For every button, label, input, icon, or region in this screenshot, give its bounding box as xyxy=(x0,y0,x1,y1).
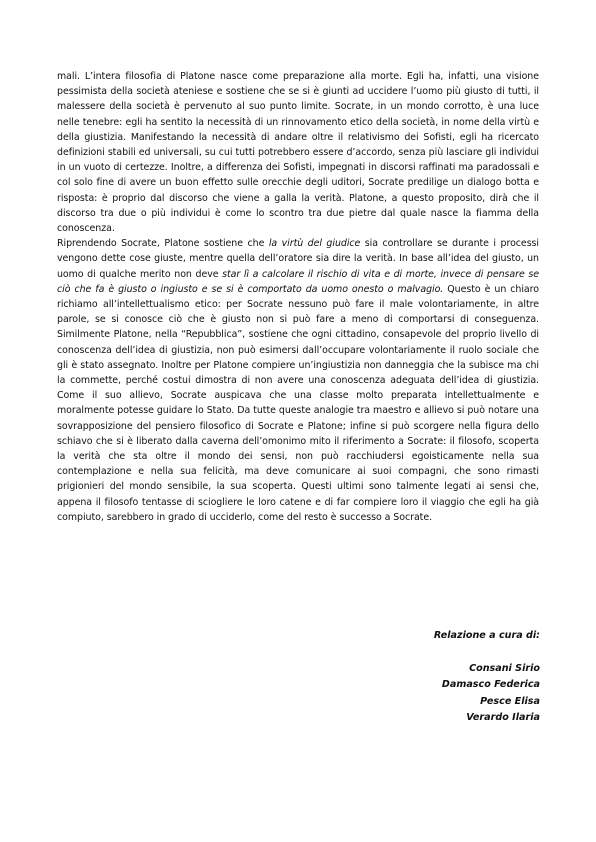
signature-heading: Relazione a cura di: xyxy=(433,630,540,641)
paragraph-2-italic-1: la virtù del giudice xyxy=(268,238,361,250)
author-name: Consani Sirio xyxy=(469,662,540,674)
paragraph-2-italic-2: star lì a calcolare il rischio di vita e di morte, invece di pensare se ciò che fa è giusto o ingiusto e se si è comportato da uomo onesto o malvagio. xyxy=(57,268,540,295)
paragraph-2-text-a: Riprendendo Socrate, Platone sostiene che xyxy=(57,238,269,250)
author-name: Pesce Elisa xyxy=(480,695,540,707)
paragraph-2-text-c: Questo è un chiaro richiamo all’intellettualismo etico: per Socrate nessuno può fare il male volontariamente, in altre parole, se si conosce ciò che è giusto non si può fare a meno di comportarsi di conseguenza. Similmente Platone, nella “Repubblica”, sostiene che ogni cittadino, consapevole del proprio livello di conoscenza dell’idea di giustizia, non può esimersi dall’occupare volontariamente il ruolo sociale che gli è stato assegnato. Inoltre per Platone compiere un’ingiustizia non danneggia che la subisce ma chi la commette, perché costui dimostra di non avere una conoscenza adeguata dell’idea di giustizia. Come il suo allievo, Socrate auspicava che una classe molto preparata intellettualmente e moralmente potesse guidare lo Stato. Da tutte queste analogie tra maestro e allievo si può notare una sovrapposizione del pensiero filosofico di Socrate e Platone; infine si può scorgere nella figura dello schiavo che si è liberato dalla caverna dell’omonimo mito il riferimento a Socrate: il filosofo, scoperta la verità che sta oltre il mondo dei sensi, non può racchiudersi egoisticamente nella sua contemplazione e nella sua felicità, ma deve comunicare ai suoi compagni, che sono rimasti prigionieri del mondo sensibile, la sua scoperta. Questi ultimi sono talmente legati ai sensi che, appena il filosofo tentasse di sciogliere le loro catene e di far compiere loro il viaggio che egli ha già compiuto, sarebbero in grado di ucciderlo, come del resto è successo a Socrate. xyxy=(57,283,539,523)
author-name: Verardo Ilaria xyxy=(466,712,540,724)
signature-block xyxy=(300,628,540,727)
paragraph-2 xyxy=(57,236,539,525)
paragraph-1: mali. L’intera filosofia di Platone nasce come preparazione alla morte. Egli ha, infatti, una visione pessimista della società ateniese e sostiene che se si è giunti ad uccidere l’uomo più giusto di tutti, il malessere della società è pervenuto al suo punto limite. Socrate, in un mondo corrotto, è una luce nelle tenebre: egli ha sentito la necessità di un rinnovamento etico della società, in nome della virtù e della giustizia. Manifestando la necessità di andare oltre il relativismo dei Sofisti, egli ha ricercato definizioni stabili ed universali, su cui tutti potrebbero essere d’accordo, senza più lasciare gli individui in un vuoto di certezze. Inoltre, a differenza dei Sofisti, impegnati in discorsi raffinati ma paradossali e col solo fine di avere un buon effetto sulle orecchie degli uditori, Socrate predilige un dialogo botta e risposta: è proprio dal discorso che viene a galla la verità. Platone, a questo proposito, dirà che il discorso tra due o più individui è come lo scontro tra due pietre dal quale nasce la fiamma della conoscenza. xyxy=(57,71,539,235)
paragraph-2-text-b: sia controllare se durante i processi vengono dette cose giuste, mentre quella dell’oratore sia dire la verità. In base all’idea del giusto, un uomo di qualche merito non deve xyxy=(57,238,539,280)
author-name: Damasco Federica xyxy=(441,679,540,691)
body-text xyxy=(57,69,539,525)
